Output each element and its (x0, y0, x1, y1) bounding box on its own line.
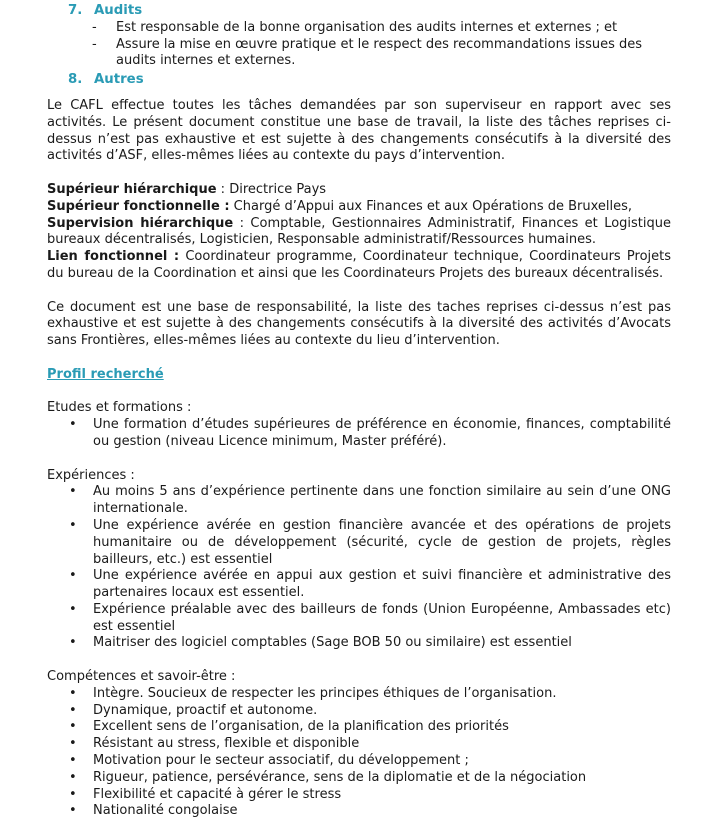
competences-label: Compétences et savoir-être : (47, 669, 236, 685)
section-title: Audits (94, 3, 143, 18)
list-item: • Expérience préalable avec des bailleurs de fonds (Union Européenne, Ambassades etc) est essentiel (93, 602, 671, 636)
fonctionnel-value: Chargé d’Appui aux Finances et aux Opérations de Bruxelles, (229, 198, 633, 214)
experiences-list (0, 484, 711, 652)
superieur-label: Supérieur hiérarchique (47, 181, 217, 197)
list-item: • Au moins 5 ans d’expérience pertinente dans une fonction similaire au sein d’une ONG internationale. (93, 484, 671, 518)
list-item: - Assure la mise en œuvre pratique et le respect des recommandations issues des audits internes et externes. (116, 37, 671, 71)
list-item: - Est responsable de la bonne organisation des audits internes et externes ; et (116, 20, 671, 37)
list-item: • Nationalité congolaise (93, 803, 671, 820)
list-item: • Une expérience avérée en gestion financière avancée et des opérations de projets humanitaire ou de développement (sécurité, cycle de gestion de projets, règles bailleurs, etc.) est essentiel (93, 518, 671, 568)
section-number: 8. (68, 72, 83, 88)
document-note: Ce document est une base de responsabilité, la liste des taches reprises ci-dessus n’est pas exhaustive et est sujette à des changements consécutifs à la diversité des activités d’Avocats sans Frontières, elles-mêmes liées au contexte du lieu d’intervention. (47, 299, 671, 349)
hierarchy-block (0, 182, 711, 283)
list-item: • Maitriser des logiciel comptables (Sage BOB 50 ou similaire) est essentiel (93, 635, 671, 652)
superieur-value: : Directrice Pays (216, 181, 327, 197)
section-title: Autres (94, 72, 144, 88)
section-number: 7. (68, 3, 83, 18)
experiences-label: Expériences : (47, 467, 135, 483)
list-item: • Rigueur, patience, persévérance, sens de la diplomatie et de la négociation (93, 770, 671, 787)
list-item: • Une formation d’études supérieures de préférence en économie, finances, comptabilité ou gestion (niveau Licence minimum, Master préféré). (93, 417, 671, 451)
supervision-value: : Comptable, Gestionnaires Administratif, Finances et Logistique bureaux décentralisés, Logisticien, Responsable administratif/Ressources humaines. (47, 215, 671, 248)
list-item: • Excellent sens de l’organisation, de la planification des priorités (93, 719, 671, 736)
intro-paragraph: Le CAFL effectue toutes les tâches demandées par son superviseur en rapport avec ses activités. Le présent document constitue une base de travail, la liste des tâches reprises ci-dessus n’est pas exhaustive et est sujette à des changements consécutifs à la diversité des activités d’ASF, elles-mêmes liées au contexte du pays d’intervention. (47, 97, 671, 164)
audits-list (0, 20, 711, 70)
fonctionnel-label: Supérieur fonctionnelle : (47, 198, 230, 214)
etudes-list (0, 417, 711, 451)
section-heading-autres (68, 70, 711, 89)
section-heading-audits (68, 0, 711, 20)
profil-heading: Profil recherché (47, 366, 164, 382)
lien-label: Lien fonctionnel : (47, 249, 180, 265)
list-item: • Motivation pour le secteur associatif, du développement ; (93, 753, 671, 770)
list-item: • Flexibilité et capacité à gérer le stress (93, 787, 671, 804)
list-item: • Intègre. Soucieux de respecter les principes éthiques de l’organisation. (93, 686, 671, 703)
list-item: • Dynamique, proactif et autonome. (93, 703, 671, 720)
list-item: • Une expérience avérée en appui aux gestion et suivi financière et administrative des partenaires locaux est essentiel. (93, 568, 671, 602)
supervision-label: Supervision hiérarchique (47, 215, 234, 231)
lien-value: Coordinateur programme, Coordinateur technique, Coordinateurs Projets du bureau de la Coordination et ainsi que les Coordinateurs Projets des bureaux décentralisés. (47, 249, 671, 281)
list-item: • Résistant au stress, flexible et disponible (93, 736, 671, 753)
etudes-label: Etudes et formations : (47, 400, 192, 416)
competences-list (0, 686, 711, 820)
